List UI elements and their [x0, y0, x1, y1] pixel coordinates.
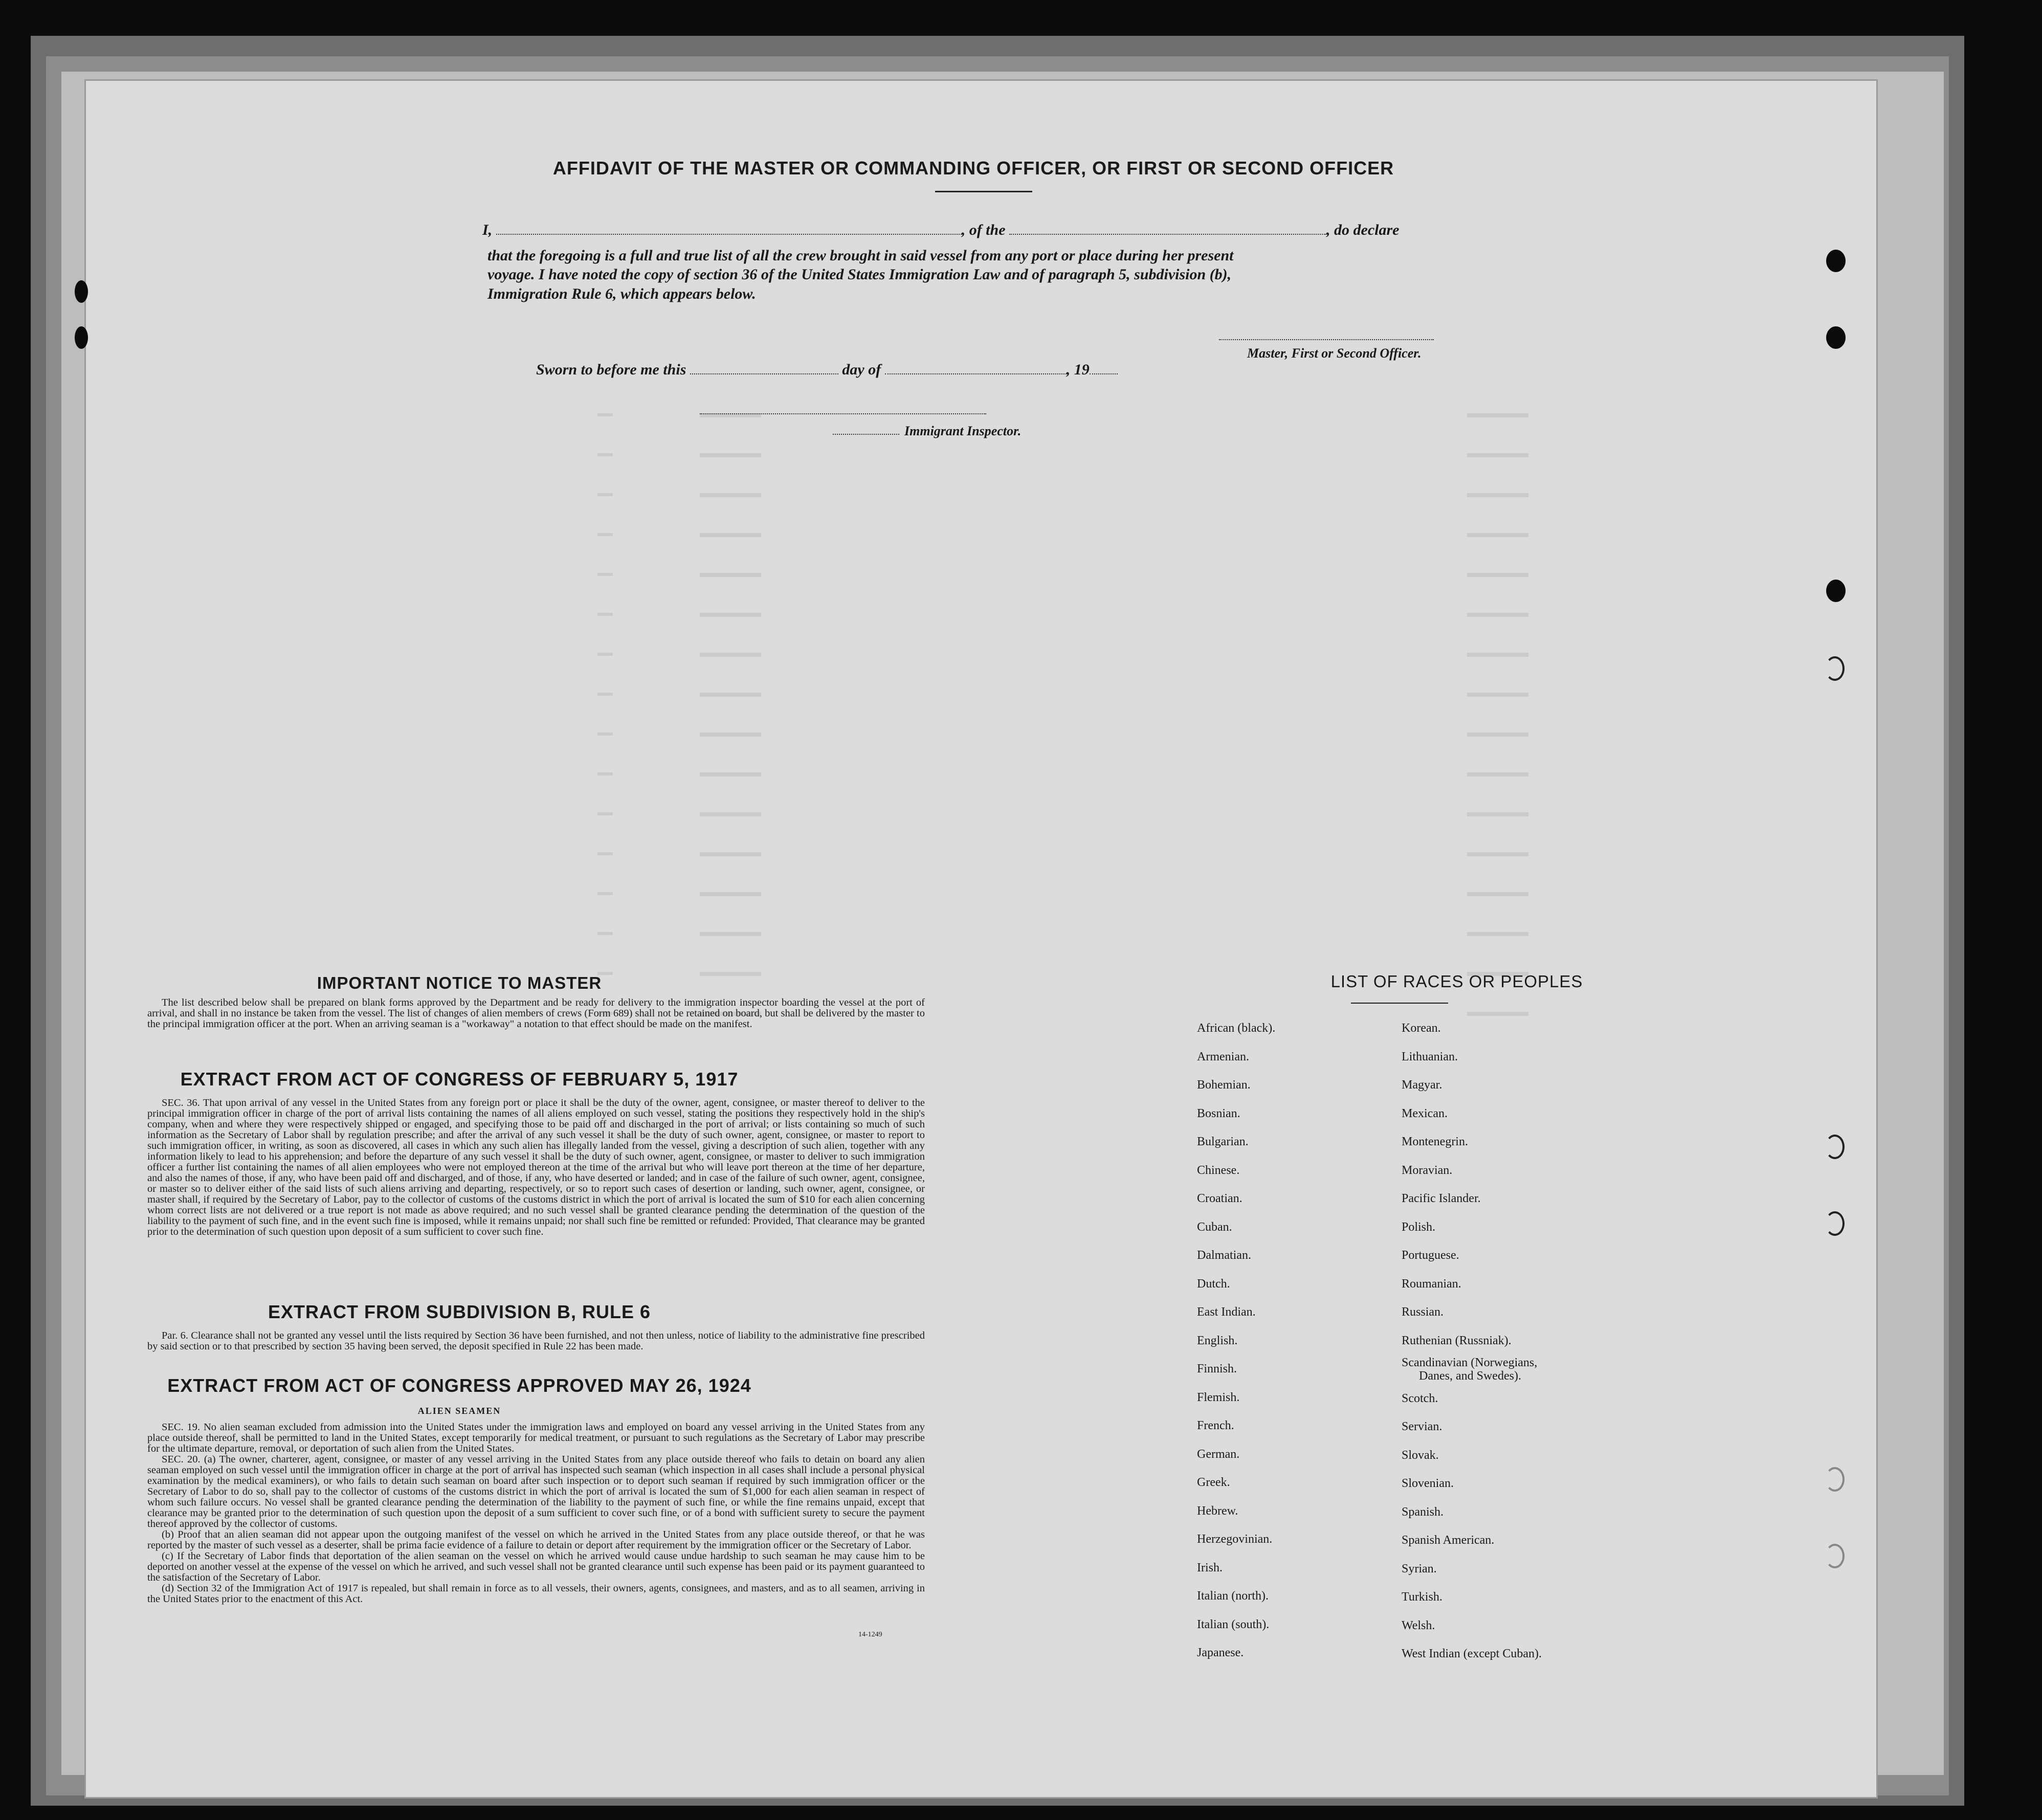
name-field[interactable]: [496, 225, 962, 235]
race-item: Croatian.: [1197, 1192, 1242, 1205]
race-item: African (black).: [1197, 1022, 1276, 1035]
race-item: Danes, and Swedes).: [1419, 1369, 1521, 1383]
vessel-field[interactable]: [1009, 225, 1326, 235]
race-item: Finnish.: [1197, 1362, 1237, 1375]
declaration-line-1: [482, 221, 1399, 239]
race-item: Bulgarian.: [1197, 1135, 1249, 1148]
act-1924-paragraph: SEC. 19. No alien seaman excluded from admission into the United States under the immigration laws and employed on board any vessel arriving in the United States from any place outside thereof, shall be permitted to land in the United States, except temporarily for medical treatment, or pursuant to such regulations as the Secretary of Labor may prescribe for the ultimate departure, removal, or deportation of such alien from the United States.: [147, 1422, 925, 1454]
notice-heading: IMPORTANT NOTICE TO MASTER: [317, 973, 602, 992]
notice-text: [147, 997, 925, 1030]
race-item: German.: [1197, 1447, 1240, 1461]
declaration-line-4: Immigration Rule 6, which appears below.: [487, 285, 756, 302]
act-1924-paragraph: (b) Proof that an alien seaman did not appear upon the outgoing manifest of the vessel on which he arrived in the United States from any place outside thereof, or that he was reported by the master of such vessel as a deserter, shall be prima facie evidence of a failure to detain or deport after requirement by the immigration officer or the Secretary of Labor.: [147, 1529, 925, 1551]
race-item: Moravian.: [1402, 1163, 1453, 1177]
binder-ring: [1825, 1467, 1845, 1492]
race-item: French.: [1197, 1419, 1234, 1432]
inspector-caption: Immigrant Inspector.: [904, 424, 1022, 438]
race-item-multiline: [1402, 1355, 1542, 1385]
race-item: Italian (south).: [1197, 1617, 1270, 1631]
master-signature-line[interactable]: [1219, 339, 1434, 340]
act-1924-paragraph: (c) If the Secretary of Labor finds that deportation of the alien seaman on the vessel on which he arrived would cause undue hardship to such seaman he may cause him to be deported on another vessel at the expense of the vessel on which he arrived, and such vessel shall not be granted clearance until such expense has been paid or its payment guaranteed to the satisfaction of the Secretary of Labor.: [147, 1550, 925, 1583]
race-item: Flemish.: [1197, 1390, 1240, 1404]
race-item: Servian.: [1402, 1420, 1442, 1433]
race-item: Russian.: [1402, 1305, 1444, 1319]
race-item: Pacific Islander.: [1402, 1192, 1481, 1205]
race-item: Ruthenian (Russniak).: [1402, 1334, 1512, 1347]
race-item: Italian (north).: [1197, 1589, 1269, 1603]
race-item: Greek.: [1197, 1476, 1230, 1489]
declaration-line-2: that the foregoing is a full and true list of all the crew brought in said vessel from any port or place during her present: [487, 247, 1234, 264]
race-item: Chinese.: [1197, 1163, 1240, 1177]
title-divider: [935, 191, 1032, 192]
race-item: Syrian.: [1402, 1562, 1437, 1575]
notice-paragraph: The list described below shall be prepared on blank forms approved by the Department and be ready for delivery to the immigration inspector boarding the vessel at the port of arrival, and shall in no instance be taken from the vessel. The list of changes of alien members of crews (Form 689) shall not be retained on board, but shall be delivered by the master to the principal immigration officer at the port. When an arriving seaman is a "workaway" a notation to that effect should be made on the manifest.: [147, 997, 925, 1030]
sworn-day-field[interactable]: [690, 364, 838, 374]
race-item: Irish.: [1197, 1561, 1223, 1574]
race-item: Dalmatian.: [1197, 1249, 1251, 1262]
race-item: Armenian.: [1197, 1050, 1249, 1063]
inspector-signature-line[interactable]: [700, 413, 986, 414]
declaration-line-3: voyage. I have noted the copy of section 36 of the United States Immigration Law and of paragraph 5, subdivision (b),: [487, 266, 1232, 283]
binder-hole: [1826, 326, 1846, 349]
act-1917-text: [147, 1098, 925, 1237]
rule-6-paragraph: Par. 6. Clearance shall not be granted any vessel until the lists required by Section 36 have been furnished, and not then unless, notice of liability to the administrative fine prescribed by said section or to that prescribed by section 35 having been served, the deposit specified in Rule 22 has been made.: [147, 1330, 925, 1352]
race-item: Bohemian.: [1197, 1078, 1251, 1092]
race-item: Lithuanian.: [1402, 1050, 1458, 1063]
declaration-do-declare: , do declare: [1326, 221, 1400, 238]
race-item: Portuguese.: [1402, 1249, 1459, 1262]
sworn-line: [536, 361, 1118, 379]
race-item: Polish.: [1402, 1220, 1436, 1234]
race-item: West Indian (except Cuban).: [1402, 1647, 1542, 1660]
race-item: Cuban.: [1197, 1220, 1232, 1234]
race-item: Japanese.: [1197, 1646, 1244, 1659]
binder-ring: [1825, 656, 1845, 681]
race-item: Slovak.: [1402, 1448, 1439, 1462]
race-item: English.: [1197, 1334, 1238, 1347]
rule-6-text: [147, 1330, 925, 1352]
declaration-of-the: , of the: [961, 221, 1006, 238]
race-item: Welsh.: [1402, 1618, 1435, 1632]
bleed-through-area: [597, 413, 1723, 1027]
race-item: Hebrew.: [1197, 1504, 1238, 1518]
race-item: Turkish.: [1402, 1590, 1442, 1604]
document-page: [86, 81, 1876, 1797]
act-1924-heading: EXTRACT FROM ACT OF CONGRESS APPROVED MAY 26, 1924: [167, 1375, 751, 1396]
binder-ring: [1825, 1135, 1845, 1159]
binder-hole: [75, 326, 88, 349]
race-item: Bosnian.: [1197, 1106, 1240, 1120]
races-divider: [1351, 1003, 1448, 1004]
races-left-column: [1197, 1014, 1275, 1668]
affidavit-title: AFFIDAVIT OF THE MASTER OR COMMANDING OFFICER, OR FIRST OR SECOND OFFICER: [552, 158, 1394, 179]
binder-hole: [1826, 250, 1846, 272]
inspector-signature-sub: [833, 434, 899, 435]
rule-6-heading: EXTRACT FROM SUBDIVISION B, RULE 6: [268, 1301, 651, 1322]
binder-ring: [1825, 1544, 1845, 1568]
race-item: Montenegrin.: [1402, 1135, 1468, 1148]
master-signature-caption: Master, First or Second Officer.: [1247, 346, 1422, 361]
declaration-i: I,: [482, 221, 493, 238]
race-item: Korean.: [1402, 1022, 1441, 1035]
form-number: 14-1249: [858, 1631, 882, 1638]
sworn-month-field[interactable]: [885, 364, 1067, 374]
race-item: Scandinavian (Norwegians,: [1402, 1356, 1538, 1369]
race-item: Spanish.: [1402, 1505, 1444, 1519]
act-1917-heading: EXTRACT FROM ACT OF CONGRESS OF FEBRUARY 5, 1917: [180, 1069, 739, 1090]
race-item: Mexican.: [1402, 1106, 1448, 1120]
race-item: Roumanian.: [1402, 1277, 1461, 1291]
act-1917-paragraph: SEC. 36. That upon arrival of any vessel in the United States from any foreign port or place it shall be the duty of the owner, agent, consignee, or master thereof to deliver to the principal immigration officer in charge of the port of arrival lists containing the names of all aliens employed on such vessel, stating the positions they respectively hold in the ship's company, when and where they were respectively shipped or engaged, and specifying those to be paid off and discharged in the port of arrival; or lists containing so much of such information as the Secretary of Labor shall by regulation prescribe; and after the arrival of any such vessel it shall be the duty of such owner, agent, consignee, or master to report to such immigration officer, in writing, as soon as discovered, all cases in which any such alien has illegally landed from the vessel, giving a description of such alien, together with any information likely to lead to his apprehension; and before the departure of any such vessel it shall be the duty of such owner, agent, consignee, or master to deliver to such immigration officer a further list containing the names of all alien employees who were not employed thereon at the time of the arrival but who will leave port thereon at the time of her departure, and also the names of those, if any, who have been paid off and discharged, and of those, if any, who have deserted or landed; and in case of the failure of such owner, agent, consignee, or master so to deliver either of the said lists of such aliens arriving and departing, respectively, or so to report such cases of desertion or landing, such owner, agent, consignee, or master shall, if required by the Secretary of Labor, pay to the collector of customs of the customs district in which the port of arrival is located the sum of $10 for each alien concerning whom correct lists are not delivered or a true report is not made as above required; and no such vessel shall be granted clearance pending the determination of the question of the liability to the payment of such fine, and in the event such fine is imposed, while it remains unpaid; nor shall such fine be remitted or refunded: Provided, That clearance may be granted prior to the determination of such question upon deposit of a sum sufficient to cover such fine.: [147, 1097, 925, 1237]
act-1924-text: [147, 1422, 925, 1605]
binder-hole: [75, 280, 88, 303]
race-item: Dutch.: [1197, 1277, 1230, 1291]
act-1924-paragraph: (d) Section 32 of the Immigration Act of 1917 is repealed, but shall remain in force as to all vessels, their owners, agents, consignees, and masters, and as to all seamen, arriving in the United States prior to the enactment of this Act.: [147, 1583, 925, 1605]
race-item: Herzegovinian.: [1197, 1533, 1273, 1546]
race-item: Slovenian.: [1402, 1477, 1454, 1490]
race-item: Magyar.: [1402, 1078, 1442, 1092]
day-of-label: day of: [842, 361, 881, 378]
binder-hole: [1826, 580, 1846, 602]
races-right-column: [1402, 1014, 1542, 1669]
sworn-year-field[interactable]: [1090, 364, 1118, 374]
race-item: Spanish American.: [1402, 1534, 1495, 1547]
race-item: Scotch.: [1402, 1391, 1438, 1405]
binder-ring: [1825, 1211, 1845, 1236]
act-1924-paragraph: SEC. 20. (a) The owner, charterer, agent, consignee, or master of any vessel arriving in the United States from any place outside thereof who fails to detain on board any alien seaman employed on such vessel until the immigration officer in charge at the port of arrival has inspected such seaman (which inspection in all cases shall include a personal physical examination by the medical examiners), or who fails to detain such seaman on board after such inspection or to deport such seaman if required by such immigration officer or the Secretary of Labor to do so, shall pay to the collector of customs of the customs district in which the port of arrival is located the sum of $1,000 for each alien seaman in respect of whom such failure occurs. No vessel shall be granted clearance pending the determination of the liability to the payment of such fine, or while the fine remains unpaid, except that clearance may be granted prior to the determination of such question upon the deposit of a sum sufficient to cover such fine, or of a bond with sufficient surety to secure the payment thereof approved by the collector of customs.: [147, 1454, 925, 1529]
alien-seamen-subheading: ALIEN SEAMEN: [417, 1406, 501, 1416]
races-heading: LIST OF RACES OR PEOPLES: [1330, 972, 1583, 991]
race-item: East Indian.: [1197, 1305, 1256, 1319]
sworn-label: Sworn to before me this: [536, 361, 686, 378]
year-label: , 19: [1066, 361, 1090, 378]
